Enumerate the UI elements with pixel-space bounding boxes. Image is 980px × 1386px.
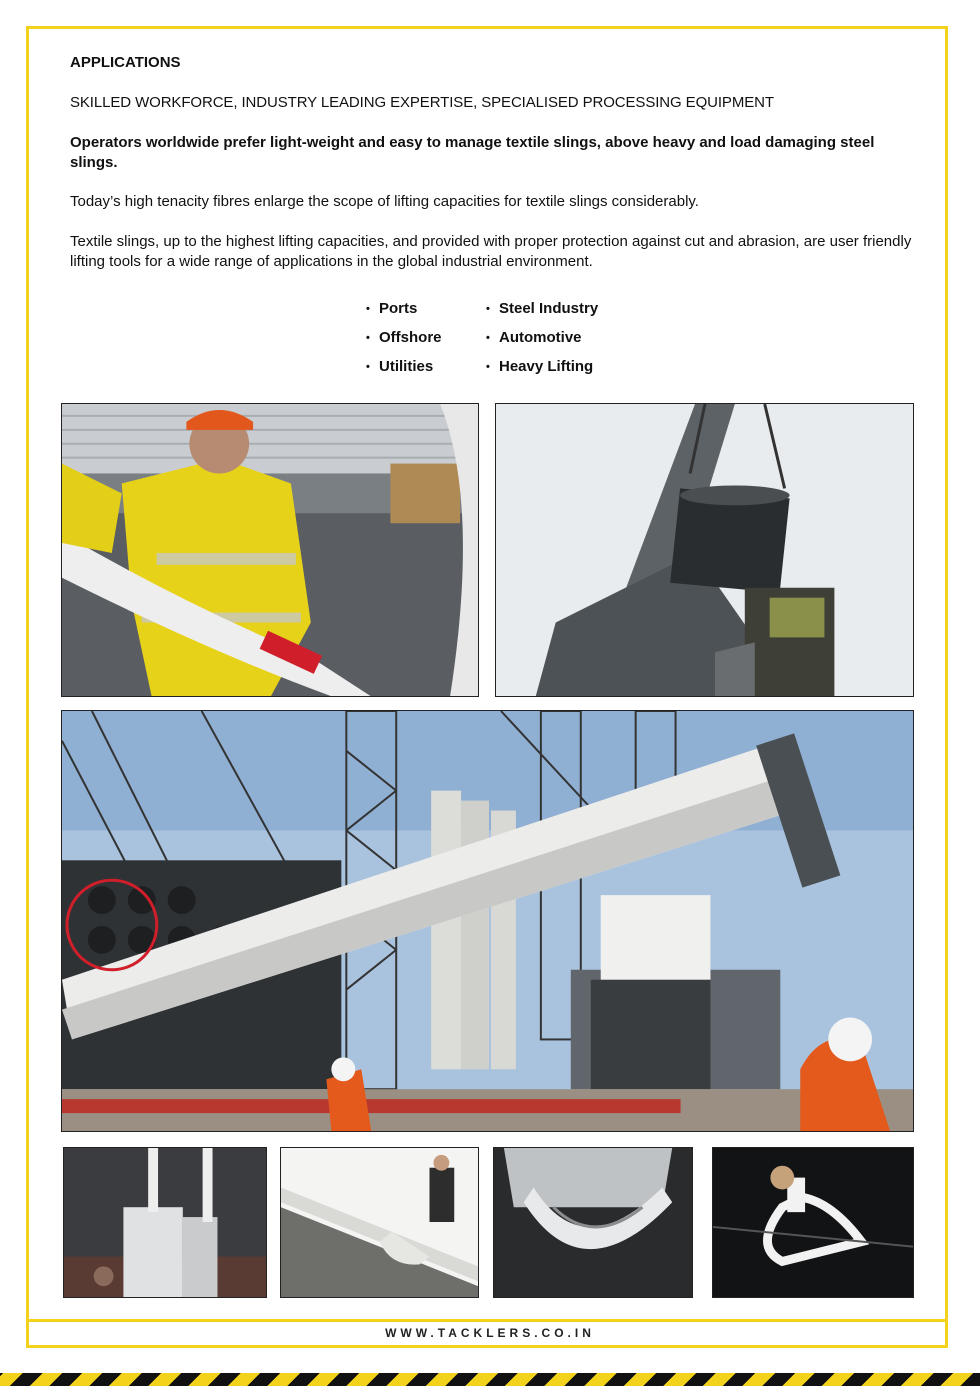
photo-worker-with-sling (61, 403, 479, 697)
list-item: • Ports (366, 300, 418, 317)
section-heading: APPLICATIONS (70, 54, 181, 71)
photo-sling-protection (493, 1147, 693, 1298)
hazard-stripe-band (0, 1373, 980, 1386)
bullet-icon: • (366, 302, 370, 315)
list-item: • Offshore (366, 329, 442, 346)
footer-divider (26, 1319, 948, 1322)
list-item: • Automotive (486, 329, 582, 346)
photo-sling-loop (712, 1147, 914, 1298)
section-subheading: SKILLED WORKFORCE, INDUSTRY LEADING EXPERTISE, SPECIALISED PROCESSING EQUIPMENT (70, 94, 774, 111)
applications-list-right (486, 294, 598, 381)
bullet-icon: • (486, 360, 490, 373)
applications-list-left (366, 294, 442, 381)
photo-sling-beam-edge (280, 1147, 479, 1298)
photo-coil-slings (63, 1147, 267, 1298)
lead-paragraph: Operators worldwide prefer light-weight and easy to manage textile slings, above heavy and load damaging steel slings. (70, 134, 875, 171)
photo-crane-lifting-coil (495, 403, 914, 697)
photo-turbine-blade-lift (61, 710, 914, 1132)
footer-website-url[interactable]: WWW.TACKLERS.CO.IN (385, 1326, 595, 1340)
bullet-icon: • (366, 331, 370, 344)
body-paragraph-2: Textile slings, up to the highest lifting capacities, and provided with proper protection against cut and abrasion, are user friendly lifting tools for a wide range of applications in the global industrial environment. (70, 233, 912, 270)
list-item: • Utilities (366, 358, 434, 375)
body-paragraph-1: Today’s high tenacity fibres enlarge the scope of lifting capacities for textile slings considerably. (70, 193, 699, 210)
list-item: • Steel Industry (486, 300, 599, 317)
bullet-icon: • (486, 302, 490, 315)
bullet-icon: • (486, 331, 490, 344)
bullet-icon: • (366, 360, 370, 373)
list-item: • Heavy Lifting (486, 358, 594, 375)
